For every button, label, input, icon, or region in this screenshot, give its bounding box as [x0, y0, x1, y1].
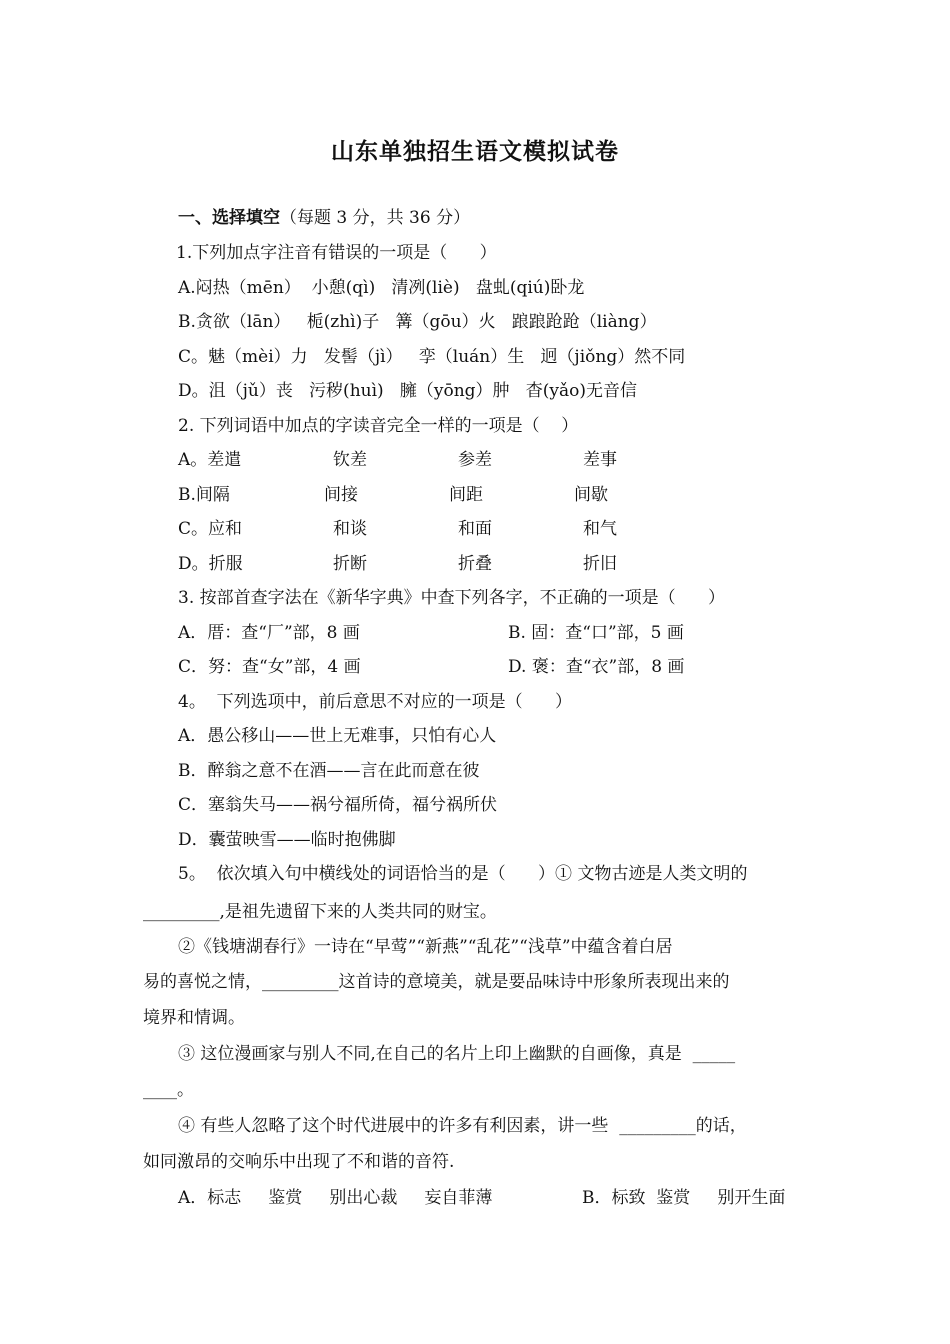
q4-option-c: C．塞翁失马——祸兮福所倚，福兮祸所伏 — [178, 795, 498, 815]
q2-row-d-2: 折断 — [333, 554, 367, 574]
q5-stem: 5。 依次填入句中横线处的词语恰当的是（ ）① 文物古迹是人类文明的 — [178, 864, 748, 884]
q2-row-a-3: 参差 — [458, 450, 492, 470]
q3-option-b: B. 固：查“口”部，5 画 — [508, 623, 684, 643]
q1-option-a: A.闷热（mēn） 小憩(qì) 清冽(liè) 盘虬(qiú)卧龙 — [178, 278, 585, 298]
q2-row-d-1: D。折服 — [178, 554, 243, 574]
q4-option-d: D．囊萤映雪——临时抱佛脚 — [178, 830, 396, 850]
q1-option-b: B.贪欲（lān） 栀(zhì)子 篝（gōu）火 踉踉跄跄（liàng） — [178, 312, 657, 332]
q4-option-a: A．愚公移山——世上无难事，只怕有心人 — [178, 726, 497, 746]
q2-row-a-2: 钦差 — [333, 450, 367, 470]
page-title: 山东单独招生语文模拟试卷 — [331, 139, 619, 165]
q2-row-c-1: C。应和 — [178, 519, 243, 539]
q2-stem: 2. 下列词语中加点的字读音完全一样的一项是（ ） — [178, 416, 579, 436]
q1-stem: 1.下列加点字注音有错误的一项是（ ） — [176, 243, 497, 263]
q5-para2-line1: ②《钱塘湖春行》一诗在“早莺”“新燕”“乱花”“浅草”中蕴含着白居 — [178, 937, 673, 957]
q2-row-b-2: 间接 — [324, 485, 358, 505]
q5-para2-line2: 易的喜悦之情，_________这首诗的意境美，就是要品味诗中形象所表现出来的 — [143, 972, 730, 992]
q5-para2-line3: 境界和情调。 — [143, 1008, 245, 1028]
q3-option-c: C．努：查“女”部，4 画 — [178, 657, 361, 677]
q2-row-b-3: 间距 — [449, 485, 483, 505]
q2-row-c-3: 和面 — [458, 519, 492, 539]
q3-option-d: D. 褒：查“衣”部，8 画 — [508, 657, 685, 677]
q2-row-d-4: 折旧 — [583, 554, 617, 574]
section-heading — [178, 206, 470, 230]
q5-para3-line2: ____。 — [143, 1080, 194, 1100]
q2-row-c-2: 和谈 — [333, 519, 367, 539]
q3-stem: 3. 按部首查字法在《新华字典》中查下列各字，不正确的一项是（ ） — [178, 588, 726, 608]
q4-stem: 4。 下列选项中，前后意思不对应的一项是（ ） — [178, 692, 573, 712]
q1-option-c: C。魅（mèi）力 发髻（jì） 孪（luán）生 迥（jiǒng）然不同 — [178, 347, 686, 367]
q5-para4-line1: ④ 有些人忽略了这个时代进展中的许多有利因素，讲一些 _________的话， — [178, 1116, 747, 1136]
q2-row-b-1: B.间隔 — [178, 485, 230, 505]
q2-row-d-3: 折叠 — [458, 554, 492, 574]
q2-row-b-4: 间歇 — [574, 485, 608, 505]
q1-option-d: D。沮（jǔ）丧 污秽(huì) 臃（yōng）肿 杳(yǎo)无音信 — [178, 381, 637, 401]
q5-option-b: B．标致 鉴赏 别开生面 — [582, 1188, 786, 1208]
q5-line-2: _________,是祖先遗留下来的人类共同的财宝。 — [143, 902, 497, 922]
q5-para3-line1: ③ 这位漫画家与别人不同,在自己的名片上印上幽默的自画像，真是 _____ — [178, 1044, 736, 1064]
q4-option-b: B．醉翁之意不在酒——言在此而意在彼 — [178, 761, 480, 781]
q5-para4-line2: 如同激昂的交响乐中出现了不和谐的音符. — [143, 1152, 455, 1172]
q5-option-a: A．标志 鉴赏 别出心裁 妄自菲薄 — [178, 1188, 493, 1208]
section-title: 一、选择填空 — [178, 208, 280, 228]
q2-row-c-4: 和气 — [583, 519, 617, 539]
q3-option-a: A．厝：查“厂”部，8 画 — [178, 623, 360, 643]
q2-row-a-4: 差事 — [583, 450, 617, 470]
q2-row-a-1: A。差遣 — [178, 450, 242, 470]
section-note: （每题 3 分，共 36 分） — [280, 208, 471, 228]
